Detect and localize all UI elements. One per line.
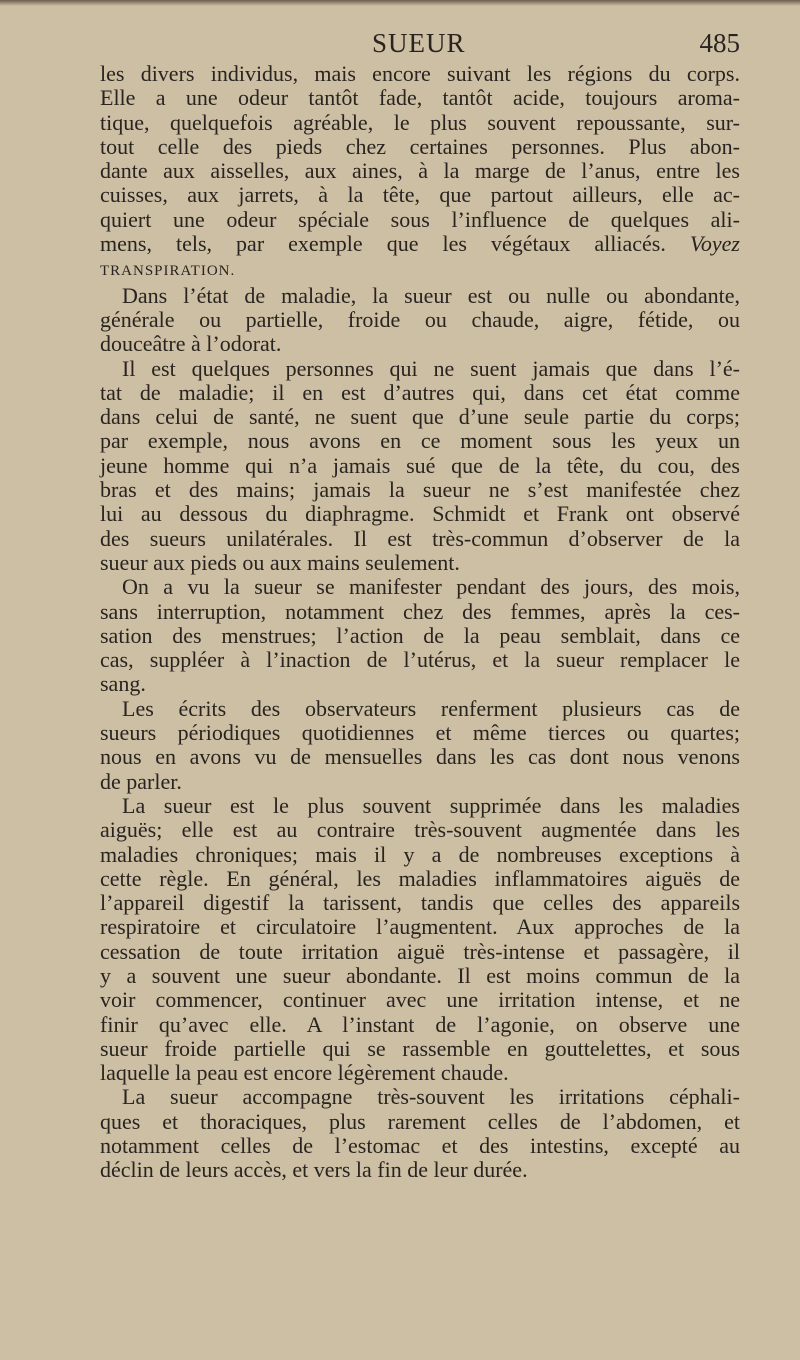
text-line-content: tat de maladie; il en est d’autres qui, dans cet état comme	[100, 379, 740, 405]
text-line	[100, 964, 740, 988]
text-line	[100, 135, 740, 159]
text-line-content: La sueur est le plus souvent supprimée dans les maladies	[122, 792, 740, 818]
text-line-content: laquelle la peau est encore légèrement chaude.	[100, 1060, 509, 1086]
text-line	[100, 332, 740, 356]
text-line	[100, 232, 740, 256]
text-line	[100, 915, 740, 939]
text-line-content: Dans l’état de maladie, la sueur est ou nulle ou abondante,	[122, 282, 740, 308]
text-line-content: bras et des mains; jamais la sueur ne s’est manifestée chez	[100, 477, 740, 503]
text-line	[100, 1085, 740, 1109]
text-line-content: dans celui de santé, ne suent que d’une seule partie du corps;	[100, 404, 740, 430]
text-line	[100, 745, 740, 769]
text-line-content: l’appareil digestif la tarissent, tandis que celles des appareils	[100, 890, 740, 916]
cross-reference: Voyez	[689, 231, 740, 257]
text-line	[100, 624, 740, 648]
text-line-content: Les écrits des observateurs renferment plusieurs cas de	[122, 695, 740, 721]
text-line	[100, 1110, 740, 1134]
text-line	[100, 575, 740, 599]
text-line-content: sueur aux pieds ou aux mains seulement.	[100, 549, 460, 575]
text-line-content: respiratoire et circulatoire l’augmentent. Aux approches de la	[100, 914, 740, 940]
text-line-content: sueurs périodiques quotidiennes et même tierces ou quartes;	[100, 720, 740, 746]
text-line-content: La sueur accompagne très-souvent les irritations céphali-	[122, 1084, 740, 1110]
text-line-content: par exemple, nous avons en ce moment sous les yeux un	[100, 428, 740, 454]
text-line	[100, 111, 740, 135]
text-line-content: maladies chroniques; mais il y a de nombreuses exceptions à	[100, 841, 740, 867]
text-line	[100, 86, 740, 110]
text-line-content: lui au dessous du diaphragme. Schmidt et Frank ont observé	[100, 501, 740, 527]
text-line	[100, 1158, 740, 1182]
text-line	[100, 308, 740, 332]
text-line-content: mens, tels, par exemple que les végétaux alliacés.	[100, 231, 666, 257]
text-line-content: On a vu la sueur se manifester pendant des jours, des mois,	[122, 574, 740, 600]
text-line	[100, 478, 740, 502]
text-line	[100, 62, 740, 86]
text-line-content: sueur froide partielle qui se rassemble en gouttelettes, et sous	[100, 1035, 740, 1061]
text-line	[100, 600, 740, 624]
text-line-content: cette règle. En général, les maladies inflammatoires aiguës de	[100, 865, 740, 891]
text-line	[100, 648, 740, 672]
text-line	[100, 891, 740, 915]
text-line-content: tique, quelquefois agréable, le plus souvent repoussante, sur-	[100, 109, 740, 135]
text-line-content: dante aux aisselles, aux aines, à la marge de l’anus, entre les	[100, 158, 740, 184]
text-line	[100, 940, 740, 964]
text-line	[100, 1061, 740, 1085]
text-line-content: sans interruption, notamment chez des femmes, après la ces-	[100, 598, 740, 624]
text-line-content: déclin de leurs accès, et vers la fin de leur durée.	[100, 1157, 528, 1183]
text-line-content: douceâtre à l’odorat.	[100, 331, 282, 357]
text-line	[100, 843, 740, 867]
text-line	[100, 527, 740, 551]
text-line	[100, 502, 740, 526]
text-line	[100, 770, 740, 794]
text-line-content: quiert une odeur spéciale sous l’influence de quelques ali-	[100, 206, 740, 232]
text-line-content: cuisses, aux jarrets, à la tête, que partout ailleurs, elle ac-	[100, 182, 740, 208]
text-line	[100, 183, 740, 207]
text-line-content: nous en avons vu de mensuelles dans les cas dont nous venons	[100, 744, 740, 770]
text-line-content: les divers individus, mais encore suivant les régions du corps.	[100, 61, 740, 86]
text-line	[100, 256, 740, 283]
running-title: SUEUR	[372, 28, 466, 58]
text-line	[100, 357, 740, 381]
text-line	[100, 697, 740, 721]
text-line	[100, 1134, 740, 1158]
text-line	[100, 818, 740, 842]
text-line-content: voir commencer, continuer avec une irritation intense, et ne	[100, 987, 740, 1013]
text-line	[100, 672, 740, 696]
page-top-edge	[0, 0, 800, 6]
text-line-content: cas, suppléer à l’inaction de l’utérus, et la sueur remplacer le	[100, 647, 740, 673]
text-line-content: tout celle des pieds chez certaines personnes. Plus abon-	[100, 133, 740, 159]
text-line-content: y a souvent une sueur abondante. Il est moins commun de la	[100, 962, 740, 988]
text-line	[100, 1013, 740, 1037]
text-line	[100, 454, 740, 478]
text-line	[100, 988, 740, 1012]
text-line-content: cessation de toute irritation aiguë très-intense et passagère, il	[100, 938, 740, 964]
text-line	[100, 867, 740, 891]
text-line	[100, 381, 740, 405]
text-line	[100, 551, 740, 575]
text-line	[100, 1037, 740, 1061]
text-line-content: générale ou partielle, froide ou chaude, aigre, fétide, ou	[100, 306, 740, 332]
text-line	[100, 208, 740, 232]
text-line	[100, 794, 740, 818]
text-line	[100, 429, 740, 453]
text-line	[100, 284, 740, 308]
text-line-content: sation des menstrues; l’action de la peau semblait, dans ce	[100, 622, 740, 648]
text-line	[100, 721, 740, 745]
text-line-content: TRANSPIRATION.	[100, 263, 236, 280]
text-line-content: Elle a une odeur tantôt fade, tantôt acide, toujours aroma-	[100, 85, 740, 111]
text-line	[100, 405, 740, 429]
body-text	[100, 62, 740, 1183]
text-line-content: sang.	[100, 671, 146, 697]
text-line-content: jeune homme qui n’a jamais sué que de la tête, du cou, des	[100, 452, 740, 478]
text-line-content: notamment celles de l’estomac et des intestins, excepté au	[100, 1133, 740, 1159]
text-line-content: finir qu’avec elle. A l’instant de l’agonie, on observe une	[100, 1011, 740, 1037]
text-line-content: des sueurs unilatérales. Il est très-commun d’observer de la	[100, 525, 740, 551]
page-number: 485	[699, 28, 740, 58]
text-line-content: aiguës; elle est au contraire très-souvent augmentée dans les	[100, 817, 740, 843]
text-line-content: Il est quelques personnes qui ne suent jamais que dans l’é-	[122, 355, 740, 381]
text-line-content: de parler.	[100, 768, 182, 794]
text-line	[100, 159, 740, 183]
text-line-content: ques et thoraciques, plus rarement celles de l’abdomen, et	[100, 1108, 740, 1134]
